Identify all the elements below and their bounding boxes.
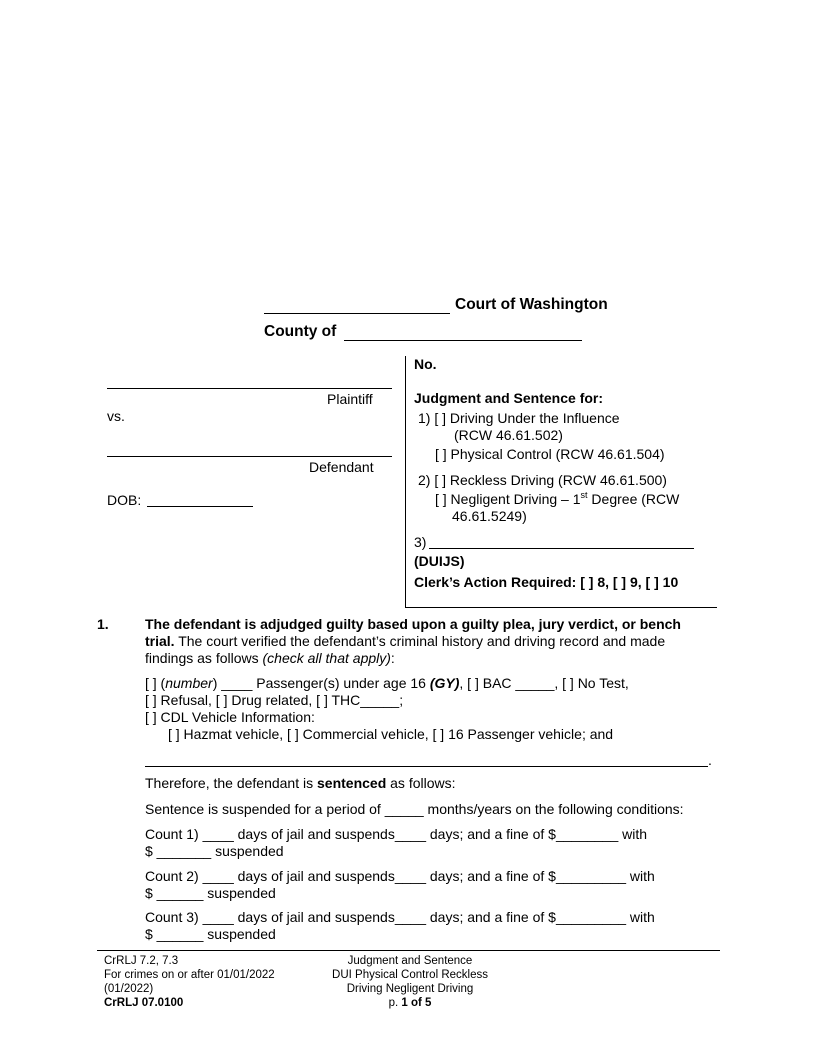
suspended-period[interactable]: Sentence is suspended for a period of _____ months/years on the following conditions: bbox=[145, 801, 684, 817]
therefore-post: as follows: bbox=[386, 775, 456, 791]
court-name-blank[interactable] bbox=[264, 313, 450, 314]
finding-passengers[interactable] bbox=[145, 675, 629, 691]
caption-vertical-divider bbox=[405, 356, 406, 608]
count-3-line-1[interactable]: Count 3) ____ days of jail and suspends____ days; and a fine of $_________ with bbox=[145, 909, 655, 925]
option-3-blank[interactable] bbox=[429, 548, 694, 549]
finding-other-blank[interactable] bbox=[145, 766, 708, 767]
footer-title-3: Driving Negligent Driving bbox=[346, 983, 474, 995]
defendant-blank[interactable] bbox=[107, 456, 392, 457]
count-3-line-2[interactable]: $ ______ suspended bbox=[145, 926, 276, 942]
footer-title-2: DUI Physical Control Reckless bbox=[332, 969, 488, 981]
finding-passengers-b: ) ____ Passenger(s) under age 16 bbox=[212, 675, 430, 691]
court-title: Court of Washington bbox=[455, 296, 608, 313]
count-1-line-1[interactable]: Count 1) ____ days of jail and suspends____ days; and a fine of $________ with bbox=[145, 826, 648, 842]
finding-passengers-gy: (GY) bbox=[429, 675, 460, 691]
count-2-line-1[interactable]: Count 2) ____ days of jail and suspends____ days; and a fine of $_________ with bbox=[145, 868, 655, 884]
option-reckless[interactable]: 2) [ ] Reckless Driving (RCW 46.61.500) bbox=[418, 472, 667, 488]
option-physical-control[interactable]: [ ] Physical Control (RCW 46.61.504) bbox=[435, 446, 665, 462]
judgment-heading: Judgment and Sentence for: bbox=[414, 390, 604, 406]
vs-label: vs. bbox=[107, 408, 125, 424]
option-negligent-rcw: 46.61.5249) bbox=[452, 508, 527, 524]
option-negligent[interactable] bbox=[435, 491, 679, 507]
finding-refusal[interactable]: [ ] Refusal, [ ] Drug related, [ ] THC_____; bbox=[145, 692, 404, 708]
footer-left bbox=[104, 954, 275, 1010]
footer-applicability: For crimes on or after 01/01/2022 bbox=[104, 969, 275, 981]
dob-label: DOB: bbox=[107, 492, 142, 508]
finding-cdl-types[interactable]: [ ] Hazmat vehicle, [ ] Commercial vehicle, [ ] 16 Passenger vehicle; and bbox=[168, 726, 614, 742]
footer-page-of: of bbox=[407, 997, 426, 1009]
finding-other-period: . bbox=[708, 752, 712, 768]
finding-passengers-c: , [ ] BAC _____, [ ] No Test, bbox=[459, 675, 629, 691]
option-negligent-text-2: Degree (RCW bbox=[587, 491, 680, 507]
section-lead-bold: trial. bbox=[145, 633, 175, 649]
section-lead-3 bbox=[145, 650, 395, 666]
option-negligent-sup: st bbox=[580, 490, 588, 500]
count-2-line-2[interactable]: $ ______ suspended bbox=[145, 885, 276, 901]
therefore-bold: sentenced bbox=[317, 775, 387, 791]
option-dui[interactable]: 1) [ ] Driving Under the Influence bbox=[418, 410, 620, 426]
therefore-text bbox=[145, 775, 456, 791]
clerk-action: Clerk’s Action Required: [ ] 8, [ ] 9, [ ] 10 bbox=[414, 574, 679, 590]
footer-title-1: Judgment and Sentence bbox=[347, 955, 473, 967]
footer-page-num: 1 bbox=[401, 997, 408, 1009]
section-lead-3-italic: (check all that apply) bbox=[262, 650, 391, 666]
county-blank[interactable] bbox=[344, 340, 582, 341]
footer-rule bbox=[97, 950, 720, 951]
footer-center bbox=[310, 954, 510, 1010]
section-lead-2 bbox=[145, 633, 665, 649]
footer-page bbox=[310, 996, 510, 1010]
section-lead-3-pre: findings as follows bbox=[145, 650, 263, 666]
therefore-pre: Therefore, the defendant is bbox=[145, 775, 317, 791]
caption-bottom-rule bbox=[405, 607, 717, 608]
footer-form-number: CrRLJ 07.0100 bbox=[104, 997, 184, 1009]
dob-blank[interactable] bbox=[147, 506, 253, 507]
section-lead-1: The defendant is adjudged guilty based upon a guilty plea, jury verdict, or bench bbox=[145, 616, 681, 632]
section-lead-3-post: : bbox=[390, 650, 395, 666]
plaintiff-blank[interactable] bbox=[107, 388, 392, 389]
form-code: (DUIJS) bbox=[414, 553, 465, 569]
option-negligent-text: [ ] Negligent Driving – 1 bbox=[435, 491, 581, 507]
footer-page-total: 5 bbox=[425, 997, 432, 1009]
plaintiff-label: Plaintiff bbox=[327, 391, 373, 407]
case-number-label: No. bbox=[414, 356, 437, 372]
finding-passengers-number: number bbox=[165, 675, 213, 691]
footer-rule-ref: CrRLJ 7.2, 7.3 bbox=[104, 955, 179, 967]
option-3-label: 3) bbox=[414, 534, 427, 550]
count-1-line-2[interactable]: $ _______ suspended bbox=[145, 843, 284, 859]
footer-revision: (01/2022) bbox=[104, 983, 154, 995]
option-dui-rcw: (RCW 46.61.502) bbox=[454, 427, 563, 443]
finding-cdl[interactable]: [ ] CDL Vehicle Information: bbox=[145, 709, 315, 725]
finding-passengers-a: [ ] ( bbox=[145, 675, 166, 691]
footer-page-pre: p. bbox=[388, 997, 402, 1009]
defendant-label: Defendant bbox=[309, 459, 374, 475]
section-lead-rest: The court verified the defendant’s criminal history and driving record and made bbox=[174, 633, 666, 649]
section-number: 1. bbox=[97, 616, 109, 632]
county-label: County of bbox=[264, 323, 337, 340]
